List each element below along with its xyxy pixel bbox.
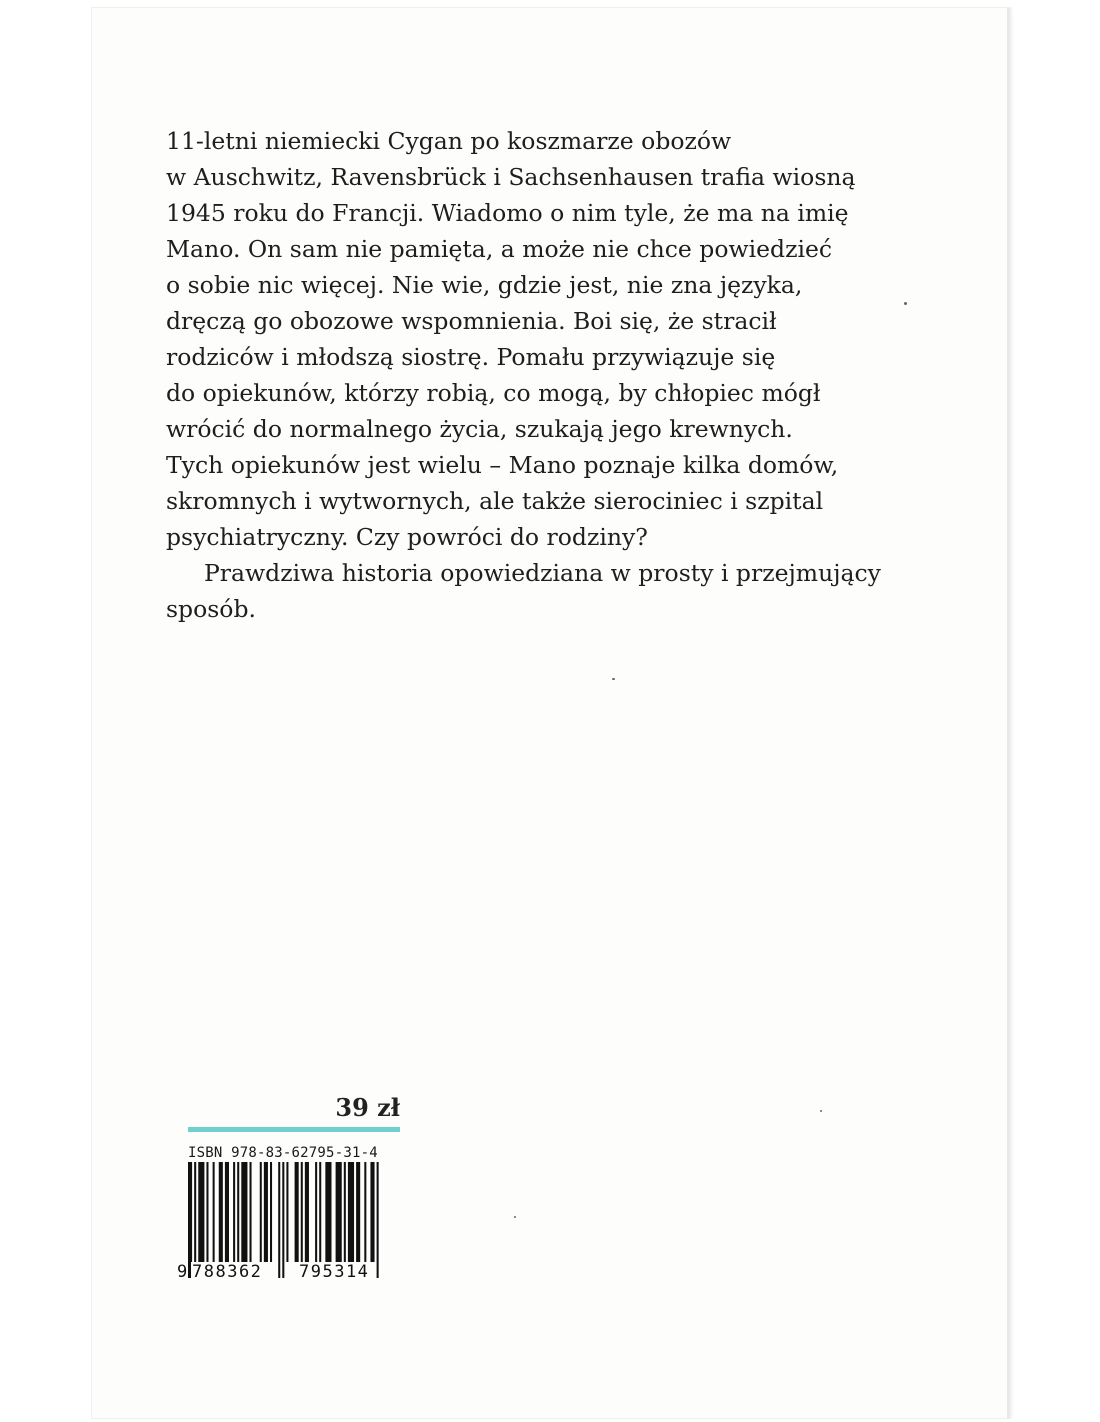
barcode-bar [198,1162,204,1262]
barcode-bar [194,1162,196,1262]
blurb-line: skromnych i wytwornych, ale także sierociniec i szpital [166,487,824,515]
barcode-bar [260,1162,262,1262]
barcode-bar [264,1162,268,1262]
price-divider [188,1127,400,1132]
blurb-line: dręczą go obozowe wspomnienia. Boi się, że stracił [166,307,777,335]
scan-speck [612,678,615,680]
barcode-bar [377,1162,379,1278]
barcode-bar [225,1162,229,1262]
barcode-bar [348,1162,354,1262]
barcode-bar [319,1162,321,1262]
barcode-bar [305,1162,309,1262]
barcode-bar [295,1162,299,1262]
blurb-line: rodziców i młodszą siostrę. Pomału przywiązuje się [166,343,776,371]
barcode-bar [336,1162,342,1262]
barcode-bar [370,1162,374,1262]
isbn-label: ISBN 978-83-62795-31-4 [188,1145,378,1161]
barcode-bar [219,1162,223,1262]
scan-speck [820,1110,822,1112]
barcode-digits-left: 788362 [192,1262,263,1282]
barcode-bar [241,1162,247,1262]
barcode-digits [176,1262,408,1284]
barcode-bar [213,1162,215,1262]
blurb-line: Mano. On sam nie pamięta, a może nie chce powiedzieć [166,235,833,263]
barcode-bar [356,1162,360,1262]
barcode-bar [315,1162,317,1262]
barcode-bar [282,1162,284,1278]
barcode-bar [206,1162,208,1262]
barcode-bar [325,1162,331,1262]
blurb-line: w Auschwitz, Ravensbrück i Sachsenhausen trafia wiosną [166,163,856,191]
blurb-line: psychiatryczny. Czy powróci do rodziny? [166,523,648,551]
price-label: 39 zł [335,1093,400,1122]
blurb-line: 1945 roku do Francji. Wiadomo o nim tyle, że ma na imię [166,199,849,227]
barcode-bar [364,1162,366,1262]
barcode-digit-first: 9 [177,1262,188,1282]
scan-speck [514,1216,516,1218]
blurb-line: 11-letni niemiecki Cygan po koszmarze obozów [166,127,732,155]
barcode-bar [278,1162,280,1278]
cover-edge [1007,8,1010,1418]
blurb-line: o sobie nic więcej. Nie wie, gdzie jest, nie zna języka, [166,271,803,299]
barcode-bar [270,1162,272,1262]
barcode-digits-right: 795314 [299,1262,370,1282]
barcode-bar [301,1162,303,1262]
scan-speck [904,302,907,305]
barcode-bar [286,1162,288,1262]
blurb-line: sposób. [166,595,256,623]
blurb-line: do opiekunów, którzy robią, co mogą, by chłopiec mógł [166,379,821,407]
barcode-bar [237,1162,239,1262]
blurb-text [166,123,886,627]
barcode-bar [233,1162,235,1262]
blurb-line: Tych opiekunów jest wielu – Mano poznaje kilka domów, [166,451,839,479]
barcode-bar [250,1162,252,1262]
barcode-bar [344,1162,346,1262]
barcode-bar [188,1162,192,1278]
blurb-line: wrócić do normalnego życia, szukają jego krewnych. [166,415,793,443]
blurb-line: Prawdziwa historia opowiedziana w prosty i przejmujący [204,559,881,587]
